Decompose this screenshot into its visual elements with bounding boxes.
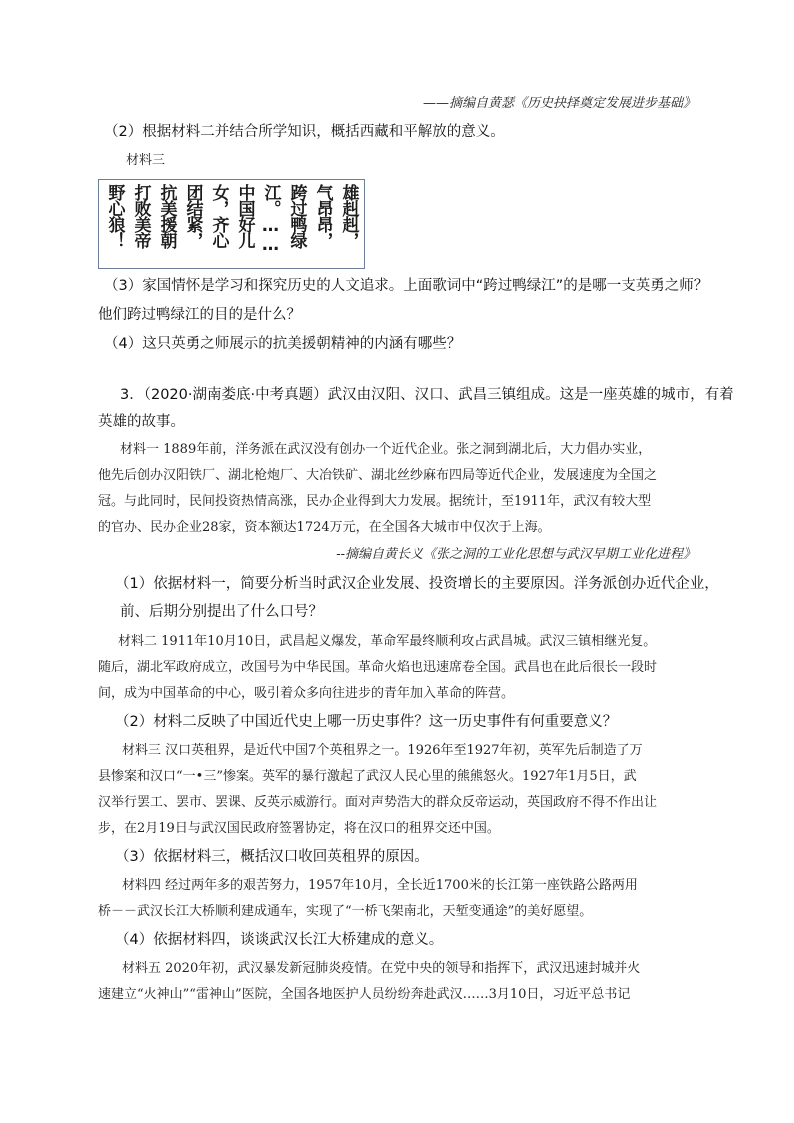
question-3-intro: 3．（2020·湖南娄底·中考真题）武汉由汉阳、汉口、武昌三镇组成。这是一座英雄的城市，有着 [120,387,734,403]
song-lyrics-image [98,179,365,269]
question-3-1: （1）依据材料一，简要分析当时武汉企业发展、投资增长的主要原因。洋务派创办近代企业， [115,576,719,592]
question-3-2: （2）材料二反映了中国近代史上哪一历史事件？这一历史事件有何重要意义？ [115,714,618,730]
lyric-column: 雄赳赳， [338,184,359,248]
material-1-line: 的官办、民办企业28家，资本额达1724万元，在全国各大城市中仅次于上海。 [98,520,551,535]
material-4-line: 材料四 经过两年多的艰苦努力，1957年10月，全长近1700米的长江第一座铁路公路两用 [122,878,638,893]
material-2-line: 材料二 1911年10月10日，武昌起义爆发，革命军最终顺利攻占武昌城。武汉三镇相继光复。 [118,634,657,649]
lyric-column: 中国好儿 [234,184,255,248]
material-1-source: --摘编自黄长义《张之洞的工业化思想与武汉早期工业化进程》 [336,547,696,562]
material-5-line: 材料五 2020年初，武汉暴发新冠肺炎疫情。在党中央的领导和指挥下，武汉迅速封城并火 [122,961,641,976]
material-3-label: 材料三 [126,153,166,168]
lyric-column: 跨过鸭绿 [286,184,307,248]
material-1-line: 他先后创办汉阳铁厂、湖北枪炮厂、大冶铁矿、湖北丝纱麻布四局等近代企业，发展速度为全国之 [98,468,658,483]
lyric-column: 团结紧， [182,184,203,248]
question-2-2: （2）根据材料二并结合所学知识，概括西藏和平解放的意义。 [104,124,505,140]
lyric-column: 抗美援朝 [156,184,177,248]
lyric-column: 江。…… [260,184,281,254]
question-3-3: （3）依据材料三，概括汉口收回英租界的原因。 [115,849,429,865]
question-2-4: （4）这只英勇之师展示的抗美援朝精神的内涵有哪些？ [104,336,462,352]
lyric-column: 女，齐心 [208,184,229,248]
source-citation: ——摘编自黄瑟《历史抉择奠定发展进步基础》 [422,96,696,111]
lyric-column: 气昂昂， [312,184,333,248]
question-3-1-cont: 前、后期分别提出了什么口号？ [120,604,323,620]
material-3-line: 材料三 汉口英租界，是近代中国7个英租界之一。1926年至1927年初，英军先后制造了万 [122,743,643,758]
material-2-line: 间，成为中国革命的中心，吸引着众多向往进步的青年加入革命的阵营。 [98,686,515,701]
material-2-line: 随后，湖北军政府成立，改国号为中华民国。革命火焰也迅速席卷全国。武昌也在此后很长一段时 [98,660,658,675]
question-2-3-cont: 他们跨过鸭绿江的目的是什么？ [98,307,301,323]
question-3-4: （4）依据材料四，谈谈武汉长江大桥建成的意义。 [115,932,444,948]
material-4-line: 桥－－武汉长江大桥顺利建成通车，实现了“一桥飞架南北，天堑变通途”的美好愿望。 [98,904,593,919]
lyric-column: 野心狼！ [104,184,125,248]
material-3-line: 步，在2月19日与武汉国民政府签署协定，将在汉口的租界交还中国。 [98,821,500,836]
material-1-line: 冠。与此同时，民间投资热情高涨，民办企业得到大力发展。据统计，至1911年，武汉有较大型 [98,494,652,509]
question-3-intro-cont: 英雄的故事。 [98,414,185,430]
material-3-line: 汉举行罢工、罢市、罢课、反英示威游行。面对声势浩大的群众反帝运动，英国政府不得不作出让 [98,795,658,810]
material-1-line: 材料一 1889年前，洋务派在武汉没有创办一个近代企业。张之洞到湖北后，大力倡办实业， [120,442,652,457]
question-2-3: （3）家国情怀是学习和探究历史的人文追求。上面歌词中“跨过鸭绿江”的是哪一支英勇之师？ [104,278,709,294]
material-3-line: 县惨案和汉口“一•三”惨案。英军的暴行激起了武汉人民心里的熊熊怒火。1927年1月5日，武 [98,769,637,784]
material-5-line: 速建立“火神山”“雷神山”医院，全国各地医护人员纷纷奔赴武汉……3月10日，习近平总书记 [98,987,631,1002]
lyric-column: 打败美帝 [130,184,151,248]
